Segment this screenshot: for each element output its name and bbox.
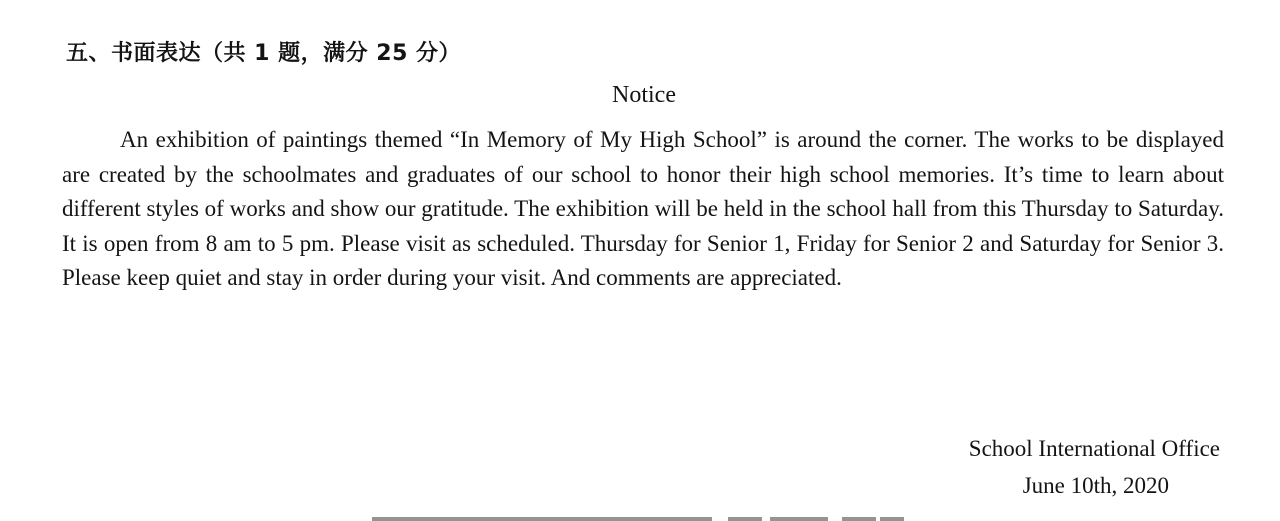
signature-date: June 10th, 2020: [1022, 473, 1169, 498]
section-heading: 五、书面表达（共 1 题，满分 25 分）: [66, 41, 462, 66]
cropped-footer-line: [770, 517, 828, 521]
signature-office: School International Office: [968, 436, 1220, 461]
notice-title: Notice: [612, 82, 676, 108]
cropped-footer-line: [842, 517, 876, 521]
cropped-footer-line: [880, 517, 904, 521]
notice-body: An exhibition of paintings themed “In Memory of My High School” is around the corner. The works to be displayed are created by the schoolmates and graduates of our school to honor their high school memories. It’s time to learn about different styles of works and show our gratitude. The exhibition will be held in the school hall from this Thursday to Saturday. It is open from 8 am to 5 pm. Please visit as scheduled. Thursday for Senior 1, Friday for Senior 2 and Saturday for Senior 3. Please keep quiet and stay in order during your visit. And comments are appreciated.: [62, 127, 1224, 290]
cropped-footer-line: [728, 517, 762, 521]
signature-block: [969, 430, 1220, 504]
cropped-footer-line: [372, 517, 712, 521]
